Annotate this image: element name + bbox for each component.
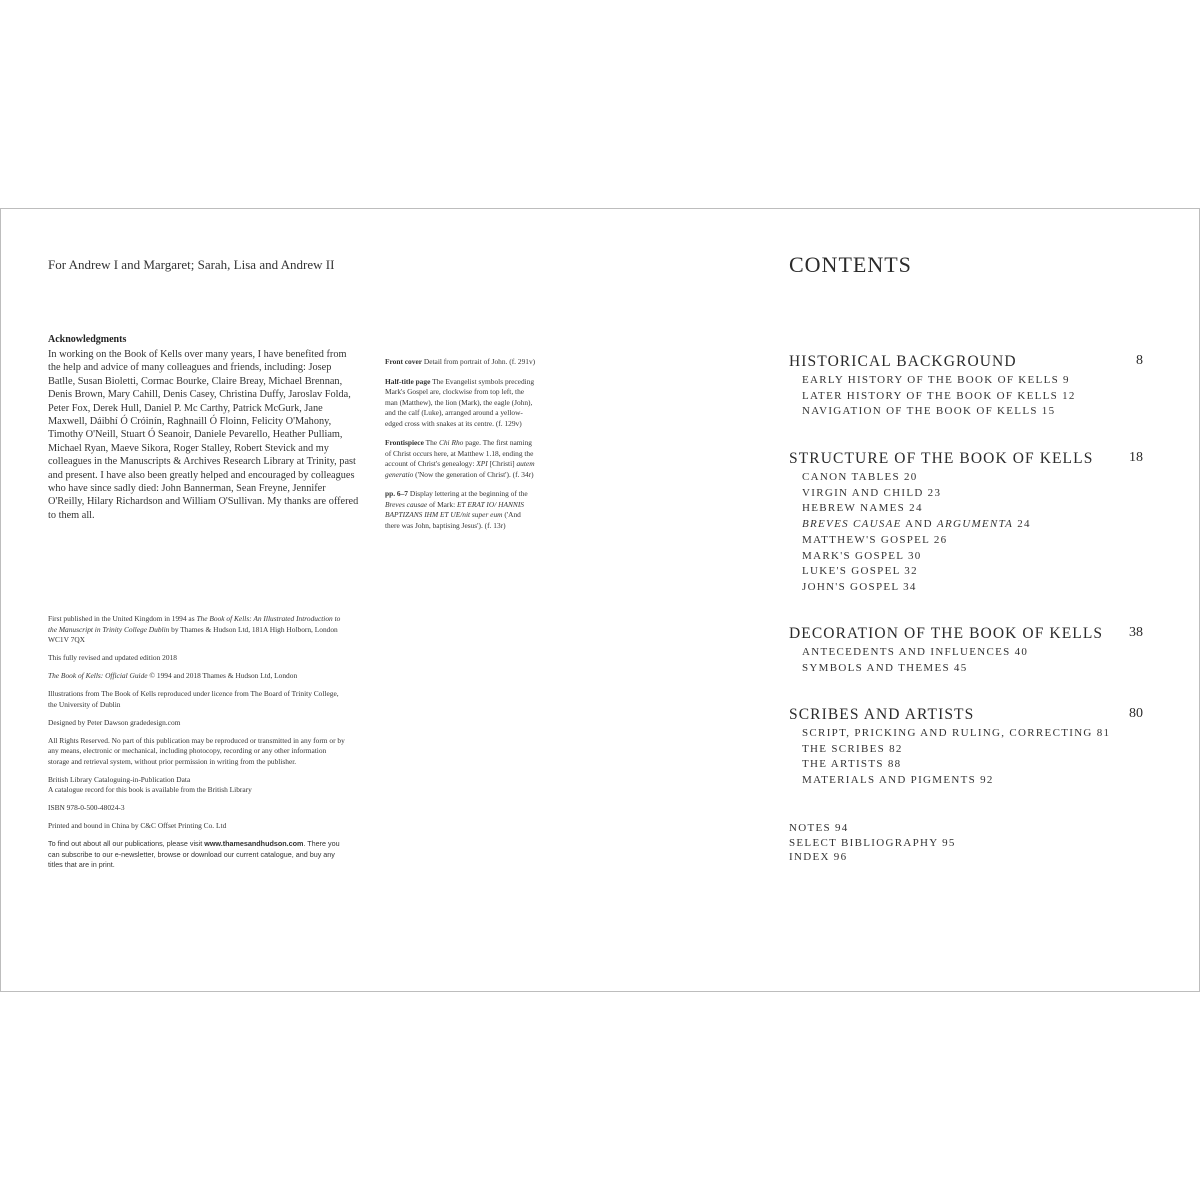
imprint-rights: All Rights Reserved. No part of this publication may be reproduced or transmitted in any form or by any means, electronic or mechanical, including photocopy, recording or any other information storage and retrieval system, without prior permission in writing from the publisher. [48, 735, 345, 766]
book-spread [0, 208, 1200, 992]
caption-text: The Evangelist symbols preceding Mark's Gospel are, clockwise from top left, the man (Matthew), the lion (Mark), the eagle (John), and the calf (Luke), arranged around a yellow-edged cross with snakes at its centre. (f. 129v) [385, 376, 535, 428]
acknowledgments-heading: Acknowledgments [48, 334, 127, 345]
toc-entry[interactable]: CANON TABLES 20 [802, 471, 918, 483]
toc-section-heading[interactable]: DECORATION OF THE BOOK OF KELLS 38 [789, 625, 1143, 645]
toc-entry[interactable]: NAVIGATION OF THE BOOK OF KELLS 15 [802, 405, 1056, 418]
toc-entry[interactable]: HEBREW NAMES 24 [802, 502, 923, 515]
toc-entry[interactable]: VIRGIN AND CHILD 23 [802, 486, 942, 499]
toc-end-matter [789, 821, 956, 865]
toc-entry[interactable]: LUKE'S GOSPEL 32 [802, 565, 918, 578]
caption-label: Frontispiece [385, 438, 424, 447]
toc-section [789, 353, 1143, 420]
imprint-edition: This fully revised and updated edition 2018 [48, 653, 177, 662]
website-link[interactable]: www.thamesandhudson.com [204, 839, 304, 848]
toc-entry-notes[interactable]: NOTES 94 [789, 822, 849, 834]
caption-pp-6-7: pp. 6–7 Display lettering at the beginning of the Breves causae of Mark: ET ERAT IO/ HANNIS BAPTIZANS IHM ET UE/nit super eum ('And there was John, baptising Jesus'). (f. 13r) [385, 489, 528, 530]
toc-entry[interactable]: MATERIALS AND PIGMENTS 92 [802, 774, 994, 787]
toc-entry[interactable]: EARLY HISTORY OF THE BOOK OF KELLS 9 [802, 374, 1070, 386]
toc-entry[interactable]: THE SCRIBES 82 [802, 742, 903, 755]
page-number: 38 [1129, 625, 1143, 640]
toc-entry[interactable]: LATER HISTORY OF THE BOOK OF KELLS 12 [802, 389, 1076, 402]
toc-section [789, 706, 1143, 789]
caption-front-cover [385, 357, 536, 368]
toc-entry[interactable]: MATTHEW'S GOSPEL 26 [802, 533, 948, 546]
toc-entry[interactable]: MARK'S GOSPEL 30 [802, 549, 922, 562]
toc-entry[interactable]: THE ARTISTS 88 [802, 758, 902, 771]
toc-entry-bibliography[interactable]: SELECT BIBLIOGRAPHY 95 [789, 836, 956, 849]
imprint-isbn: ISBN 978-0-500-48024-3 [48, 803, 125, 812]
toc-entry-index[interactable]: INDEX 96 [789, 851, 848, 863]
toc-entry[interactable]: JOHN'S GOSPEL 34 [802, 580, 917, 593]
imprint-designer: Designed by Peter Dawson gradedesign.com [48, 717, 181, 727]
toc-section-heading[interactable]: SCRIBES AND ARTISTS 80 [789, 706, 1143, 726]
imprint-first-published: First published in the United Kingdom in 1994 as The Book of Kells: An Illustrated Introduction to the Manuscript in Trinity College Dublin by Thames & Hudson Ltd, 181A High Holborn, London WC1V 7QX [48, 614, 341, 644]
imprint-website: To find out about all our publications, please visit www.thamesandhudson.com. There you can subscribe to our e-newsletter, browse or download our current catalogue, and buy any titles that are in print. [48, 839, 340, 869]
toc-entry[interactable]: BREVES CAUSAE AND ARGUMENTA 24 [802, 518, 1031, 531]
page-number: 80 [1129, 706, 1143, 721]
caption-label: pp. 6–7 [385, 489, 409, 498]
acknowledgments-body: In working on the Book of Kells over many years, I have benefited from the help and advice of many colleagues and friends, including: Josep Batlle, Susan Bioletti, Cormac Bourke, Claire Breay, Michael Brennan, Denis Brown, Mary Cahill, Denis Casey, Christina Duffy, Jaroslav Folda, Peter Fox, Derek Hull, Daniel P. Mc Carthy, Patrick McGurk, Jane Maxwell, Dáibhí Ó Cróinín, Raghnaill Ó Floinn, Felicity O'Mahony, Timothy O'Neill, Stuart Ó Seanoir, Daniele Pevarello, Heather Pulliam, Michael Ryan, Maeve Sikora, Roger Stalley, Robert Stevick and my colleagues in the Manuscripts & Archives Research Library at Trinity, past and present. I have also been greatly helped and encouraged by colleagues who have since sadly died: John Bannerman, Sean Freyne, Jennifer O'Reilly, Hilary Richardson and William O'Sullivan. My thanks are offered to them all. [48, 349, 359, 521]
caption-label: Front cover [385, 357, 423, 366]
caption-half-title [385, 377, 536, 430]
imprint-printed: Printed and bound in China by C&C Offset Printing Co. Ltd [48, 821, 227, 830]
imprint-cip: British Library Cataloguing-in-Publication Data A catalogue record for this book is available from the British Library [48, 774, 252, 794]
toc-section [789, 450, 1143, 596]
caption-text: Detail from portrait of John. (f. 291v) [423, 357, 536, 366]
imprint-copyright-line: The Book of Kells: Official Guide © 1994 and 2018 Thames & Hudson Ltd, London [48, 671, 298, 680]
toc-section-heading[interactable]: STRUCTURE OF THE BOOK OF KELLS 18 [789, 450, 1143, 470]
page-number: 18 [1129, 450, 1143, 465]
image-captions [385, 357, 536, 540]
page-number: 8 [1136, 353, 1143, 368]
toc-entry[interactable]: ANTECEDENTS AND INFLUENCES 40 [802, 646, 1029, 658]
toc-entry[interactable]: SYMBOLS AND THEMES 45 [802, 661, 968, 674]
toc-section [789, 625, 1143, 676]
dedication: For Andrew I and Margaret; Sarah, Lisa and Andrew II [48, 257, 335, 272]
imprint-illustrations: Illustrations from The Book of Kells reproduced under licence from The Board of Trinity College, the University of Dublin [48, 689, 339, 709]
caption-frontispiece: Frontispiece The Chi Rho page. The first naming of Christ occurs here, at Matthew 1.18, ending the account of Christ's genealogy: XPI [Christi] autem generatio ('Now the generation of Christ'). (f. 34r) [385, 438, 535, 479]
contents-title: CONTENTS [789, 252, 912, 277]
imprint-copyright [48, 614, 348, 878]
toc-section-heading[interactable]: HISTORICAL BACKGROUND 8 [789, 353, 1143, 373]
caption-label: Half-title page [385, 376, 431, 386]
toc-entry[interactable]: SCRIPT, PRICKING AND RULING, CORRECTING 81 [802, 727, 1111, 739]
